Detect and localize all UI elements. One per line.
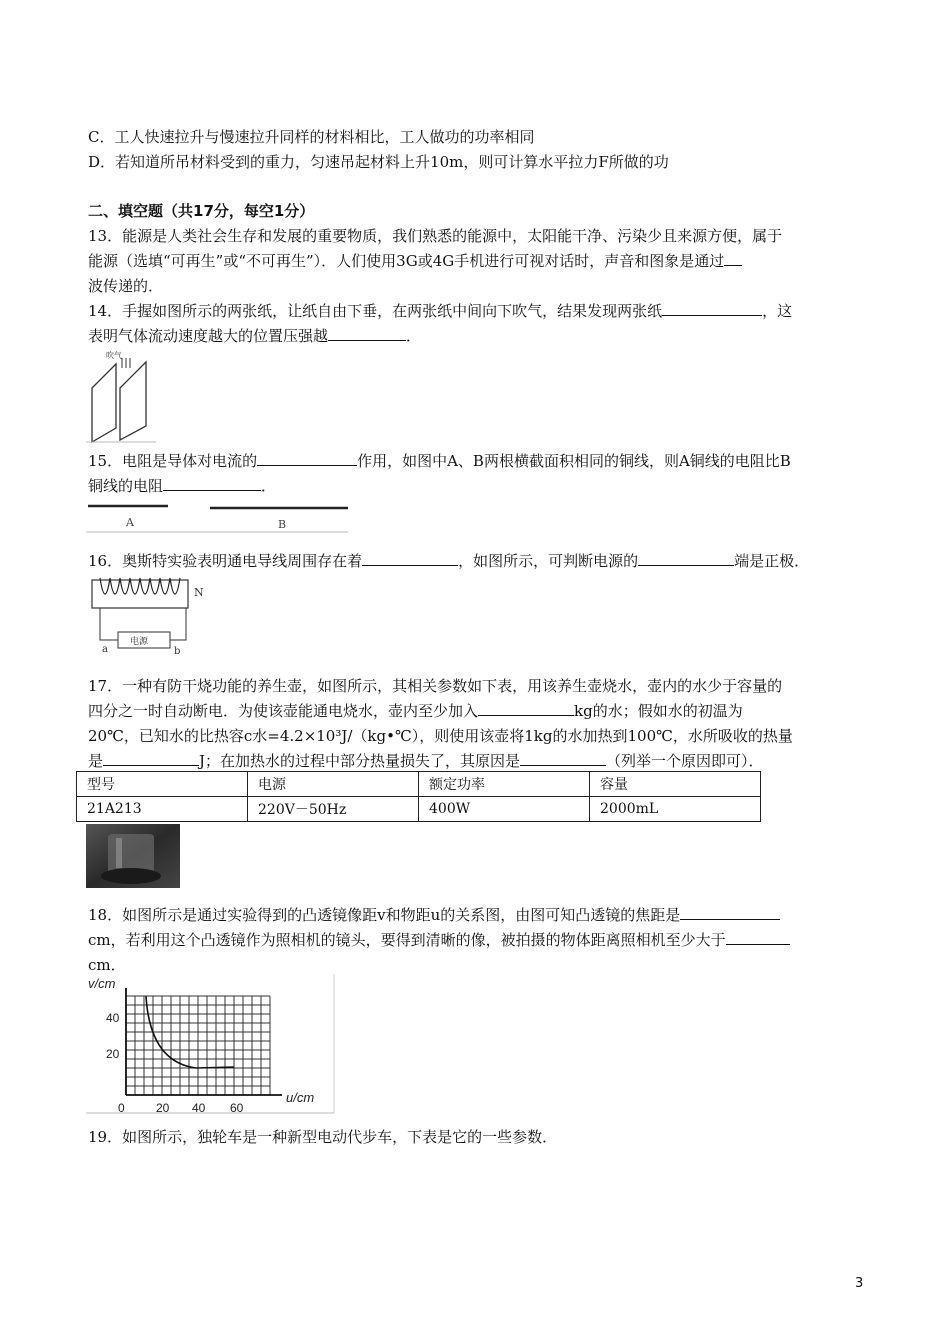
- graph-xtick-60: 60: [230, 1101, 244, 1114]
- wire-b-label: B: [278, 518, 287, 531]
- table-cell: 220V－50Hz: [248, 797, 419, 822]
- q17-line2: [88, 701, 743, 721]
- table-cell: 21A213: [77, 797, 248, 822]
- params-table: [76, 771, 761, 822]
- q14-blank-2[interactable]: [328, 326, 406, 341]
- q18-blank-2[interactable]: [726, 930, 790, 945]
- q13-text2: 能源（选填“可再生”或“不可再生”）．人们使用3G或4G手机进行可视对话时，声音和图象是通过: [88, 252, 725, 270]
- q18-line1: [88, 905, 780, 925]
- q16-line: [88, 551, 809, 571]
- section-heading: 二、填空题（共17分，每空1分）: [88, 202, 315, 220]
- wires-figure: [86, 500, 350, 534]
- q17-text4b: J；在加热水的过程中部分热量损失了，其原因是: [199, 752, 521, 770]
- table-cell: 2000mL: [590, 797, 761, 822]
- graph-xtick-0: 0: [118, 1101, 125, 1114]
- coil-n-label: N: [194, 586, 204, 599]
- q18-text1: 18．如图所示是通过实验得到的凸透镜像距v和物距u的关系图，由图可知凸透镜的焦距是: [88, 906, 681, 924]
- table-header-row: [77, 772, 761, 797]
- q17-text4c: （列举一个原因即可）．: [606, 752, 764, 770]
- q17-text4: 是: [88, 752, 104, 770]
- q18-text2: cm，若利用这个凸透镜作为照相机的镜头，要得到清晰的像，被拍摄的物体距离照相机至少大于: [88, 931, 726, 949]
- q17-line3: 20℃，已知水的比热容c水=4.2×10³J/（kg•℃），则使用该壶将1kg的水加热到100℃，水所吸收的热量: [88, 727, 793, 745]
- wire-a-label: A: [126, 516, 134, 529]
- q14-blank-1[interactable]: [662, 301, 762, 316]
- q19-line: 19．如图所示，独轮车是一种新型电动代步车，下表是它的一些参数．: [88, 1128, 558, 1146]
- coil-a-label: a: [102, 644, 108, 655]
- q14-text1: 14．手握如图所示的两张纸，让纸自由下垂，在两张纸中间向下吹气，结果发现两张纸: [88, 302, 663, 320]
- q14-text2: 表明气体流动速度越大的位置压强越: [88, 327, 329, 345]
- q16-blank-2[interactable]: [638, 551, 734, 566]
- q15-text2: 铜线的电阻: [88, 477, 164, 495]
- q15-blank-2[interactable]: [163, 476, 261, 491]
- q18-line2: [88, 930, 790, 950]
- q16-text1: 16．奥斯特实验表明通电导线周围存在着: [88, 552, 363, 570]
- q16-text2: ，如图所示，可判断电源的: [458, 552, 639, 570]
- graph-ytick-40: 40: [106, 1011, 120, 1025]
- q14-line2: [88, 326, 421, 346]
- paper-label: 吹气: [106, 351, 122, 360]
- q17-blank-2[interactable]: [103, 751, 199, 766]
- option-d: D．若知道所吊材料受到的重力，匀速吊起材料上升10m，则可计算水平拉力F所做的功: [88, 153, 669, 171]
- table-header-cell: 容量: [590, 772, 761, 797]
- table-header-cell: 型号: [77, 772, 248, 797]
- q15-line1: [88, 451, 791, 471]
- graph-ylabel: v/cm: [88, 976, 116, 991]
- q17-text2: 四分之一时自动断电．为使该壶能通电烧水，壶内至少加入: [88, 702, 479, 720]
- paper-figure: [86, 348, 158, 444]
- graph-xtick-40: 40: [192, 1101, 206, 1114]
- q17-blank-1[interactable]: [478, 701, 574, 716]
- q17-line1: 17．一种有防干烧功能的养生壶，如图所示，其相关参数如下表，用该养生壶烧水，壶内的水少于容量的: [88, 677, 783, 695]
- q15-text2b: ．: [261, 477, 277, 495]
- graph-xlabel: u/cm: [286, 1090, 315, 1105]
- q16-blank-1[interactable]: [362, 551, 458, 566]
- table-header-cell: 电源: [248, 772, 419, 797]
- q13-line2: [88, 251, 742, 271]
- q17-line4: [88, 751, 764, 771]
- q14-line1: [88, 301, 792, 321]
- option-c: C．工人快速拉升与慢速拉升同样的材料相比，工人做功的功率相同: [88, 128, 535, 146]
- graph-ytick-20: 20: [106, 1047, 120, 1061]
- q16-text3: 端是正极．: [734, 552, 810, 570]
- q14-text2b: ．: [406, 327, 422, 345]
- q15-text1: 15．电阻是导体对电流的: [88, 452, 258, 470]
- table-cell: 400W: [419, 797, 590, 822]
- q17-blank-3[interactable]: [520, 751, 606, 766]
- coil-b-label: b: [174, 646, 181, 656]
- coil-power-label: 电源: [130, 637, 149, 647]
- q15-line2: [88, 476, 276, 496]
- q13-blank-2[interactable]: [724, 251, 742, 266]
- q18-line3: cm．: [88, 956, 126, 974]
- table-header-cell: 额定功率: [419, 772, 590, 797]
- q14-text1b: ，这: [762, 302, 793, 320]
- q13-line1: 13．能源是人类社会生存和发展的重要物质，我们熟悉的能源中，太阳能干净、污染少且来源方便，属于: [88, 227, 783, 245]
- lens-graph: [86, 974, 336, 1114]
- q15-blank-1[interactable]: [257, 451, 357, 466]
- q18-blank-1[interactable]: [680, 905, 780, 920]
- table-row: [77, 797, 761, 822]
- q13-line3: 波传递的．: [88, 277, 164, 295]
- kettle-photo: [86, 824, 180, 888]
- page-number: 3: [855, 1276, 864, 1291]
- q15-text1b: 作用，如图中A、B两根横截面积相同的铜线，则A铜线的电阻比B: [357, 452, 791, 470]
- graph-xtick-20: 20: [156, 1101, 170, 1114]
- q17-text2b: kg的水；假如水的初温为: [574, 702, 743, 720]
- coil-figure: [86, 576, 216, 656]
